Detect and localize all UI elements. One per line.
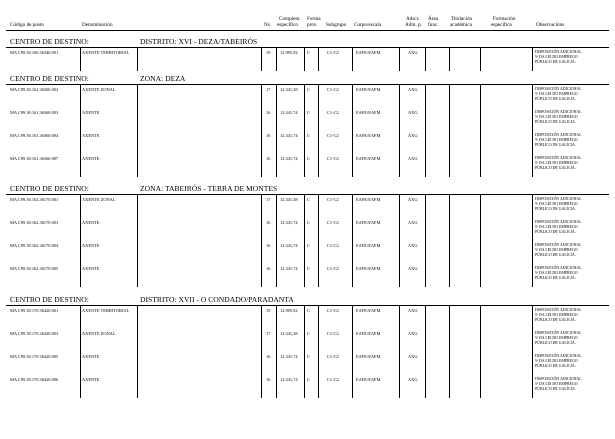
row-complemento: 12.341,74: [280, 133, 298, 138]
header-corpo: Corpo/escala: [354, 22, 382, 28]
section-title: ZONA: DEZA: [140, 74, 186, 83]
row-forma: C: [307, 220, 310, 225]
row-codigo: MA C99.30.170.36420.003: [10, 331, 59, 336]
table-row: [6, 354, 609, 378]
row-denominacion: AXENTE: [82, 266, 100, 271]
row-complemento: 12.341,38: [280, 87, 298, 92]
row-nivel: 19: [266, 50, 271, 55]
header-formacion-2: específica: [491, 22, 512, 28]
section-label: CENTRO DE DESTINO:: [10, 295, 89, 304]
row-observacions: DISPOSICIÓN ADICIONAL 5ª DA LEI DO EMPREGO PÚBLICO DE GALICIA.: [535, 266, 582, 280]
row-codigo: MA C99.30.162.36170.003: [10, 220, 59, 225]
section-divider: [6, 47, 609, 48]
row-observacions: DISPOSICIÓN ADICIONAL 5ª DA LEI DO EMPREGO PÚBLICO DE GALICIA.: [535, 308, 582, 322]
row-complemento: 12.341,74: [280, 354, 298, 359]
row-subgrupo: C1-C2: [327, 87, 339, 92]
header-codigo: Código de posto: [10, 22, 45, 28]
row-observacions: DISPOSICIÓN ADICIONAL 5ª DA LEI DO EMPREGO PÚBLICO DE GALICIA.: [535, 133, 582, 147]
row-nivel: 16: [266, 354, 271, 359]
row-observacions: DISPOSICIÓN ADICIONAL 5ª DA LEI DO EMPREGO PÚBLICO DE GALICIA.: [535, 50, 582, 64]
row-observacions: DISPOSICIÓN ADICIONAL 5ª DA LEI DO EMPREGO PÚBLICO DE GALICIA.: [535, 110, 582, 124]
row-observacions: DISPOSICIÓN ADICIONAL 5ª DA LEI DO EMPREGO PÚBLICO DE GALICIA.: [535, 331, 582, 345]
row-denominacion: AXENTE ZONAL: [82, 197, 116, 202]
row-codigo: MA C99.30.170.36420.006: [10, 377, 59, 382]
section-label: CENTRO DE DESTINO:: [10, 37, 89, 46]
section-divider: [6, 305, 609, 306]
row-subgrupo: C1-C2: [327, 331, 339, 336]
row-forma: C: [307, 50, 310, 55]
row-adscricion: AXG: [408, 220, 418, 225]
table-row: [6, 243, 609, 267]
row-denominacion: AXENTE: [82, 377, 100, 382]
table-row: [6, 266, 609, 290]
row-nivel: 17: [266, 197, 271, 202]
row-adscricion: AXG: [408, 110, 418, 115]
section-heading: [10, 184, 610, 194]
row-corpo: EAFE/EAFM: [356, 354, 381, 359]
row-complemento: 12.985,92: [280, 308, 298, 313]
header-forma-1: Forma: [307, 16, 321, 22]
header-divider: [6, 30, 609, 31]
row-adscricion: AXG: [408, 266, 418, 271]
row-subgrupo: C1-C2: [327, 133, 339, 138]
row-subgrupo: C1-C2: [327, 197, 339, 202]
row-nivel: 16: [266, 133, 271, 138]
header-formacion-1: Formación: [493, 16, 516, 22]
row-nivel: 19: [266, 308, 271, 313]
section-heading: [10, 37, 610, 47]
row-subgrupo: C1-C2: [327, 220, 339, 225]
row-subgrupo: C1-C2: [327, 266, 339, 271]
header-complemento-1: Complem.: [279, 16, 301, 22]
row-adscricion: AXG: [408, 87, 418, 92]
section-title: DISTRITO: XVI - DEZA/TABEIRÓS: [140, 37, 258, 46]
row-corpo: EAFE/EAFM: [356, 220, 381, 225]
row-complemento: 12.985,92: [280, 50, 298, 55]
section-label: CENTRO DE DESTINO:: [10, 184, 89, 193]
header-observacions: Observacións: [536, 22, 565, 28]
row-forma: C: [307, 266, 310, 271]
header-denominacion: Denominación: [82, 22, 113, 28]
row-corpo: EAFE/EAFM: [356, 133, 381, 138]
row-denominacion: AXENTE TERRITORIAL: [82, 308, 130, 313]
section-divider: [6, 84, 609, 85]
row-complemento: 12.341,74: [280, 110, 298, 115]
row-subgrupo: C1-C2: [327, 110, 339, 115]
section-title: DISTRITO: XVII - O CONDADO/PARADANTA: [140, 295, 294, 304]
table-row: [6, 377, 609, 401]
row-complemento: 12.341,38: [280, 197, 298, 202]
row-codigo: MA C99.30.161.36360.003: [10, 110, 59, 115]
row-complemento: 12.341,74: [280, 266, 298, 271]
row-adscricion: AXG: [408, 133, 418, 138]
row-observacions: DISPOSICIÓN ADICIONAL 5ª DA LEI DO EMPREGO PÚBLICO DE GALICIA.: [535, 243, 582, 257]
header-area-2: func.: [428, 22, 439, 28]
row-adscricion: AXG: [408, 308, 418, 313]
row-nivel: 16: [266, 156, 271, 161]
section-title: ZONA: TABEIRÓS - TERRA DE MONTES: [140, 184, 278, 193]
row-forma: C: [307, 110, 310, 115]
row-codigo: MA C99.30.170.36420.001: [10, 308, 59, 313]
row-forma: C: [307, 197, 310, 202]
row-corpo: EAFE/EAFM: [356, 87, 381, 92]
row-corpo: EAFE/EAFM: [356, 331, 381, 336]
section-label: CENTRO DE DESTINO:: [10, 74, 89, 83]
header-titulacion-2: académica: [450, 22, 472, 28]
row-forma: C: [307, 308, 310, 313]
row-subgrupo: C1-C2: [327, 156, 339, 161]
row-codigo: MA C99.30.161.36360.007: [10, 156, 59, 161]
row-observacions: DISPOSICIÓN ADICIONAL 5ª DA LEI DO EMPREGO PÚBLICO DE GALICIA.: [535, 197, 582, 211]
header-nivel: Nv.: [264, 22, 272, 28]
header-complemento-2: específico: [277, 22, 299, 28]
row-codigo: MA C99.30.160.36340.001: [10, 50, 59, 55]
row-adscricion: AXG: [408, 331, 418, 336]
table-row: [6, 197, 609, 221]
row-subgrupo: C1-C2: [327, 308, 339, 313]
table-row: [6, 331, 609, 355]
row-nivel: 16: [266, 377, 271, 382]
header-adscricion-1: Adscr.: [406, 16, 420, 22]
row-forma: C: [307, 377, 310, 382]
row-subgrupo: C1-C2: [327, 377, 339, 382]
row-nivel: 16: [266, 110, 271, 115]
row-forma: C: [307, 133, 310, 138]
table-row: [6, 87, 609, 111]
row-subgrupo: C1-C2: [327, 243, 339, 248]
row-observacions: DISPOSICIÓN ADICIONAL 5ª DA LEI DO EMPREGO PÚBLICO DE GALICIA.: [535, 354, 582, 368]
section-heading: [10, 74, 610, 84]
row-denominacion: AXENTE TERRITORIAL: [82, 50, 130, 55]
row-codigo: MA C99.30.162.36170.005: [10, 266, 59, 271]
row-codigo: MA C99.30.170.36420.005: [10, 354, 59, 359]
row-codigo: MA C99.30.162.36170.001: [10, 197, 59, 202]
row-nivel: 16: [266, 266, 271, 271]
row-corpo: EAFE/EAFM: [356, 156, 381, 161]
row-forma: C: [307, 156, 310, 161]
header-area-1: Área: [428, 16, 439, 22]
row-subgrupo: C1-C2: [327, 50, 339, 55]
row-corpo: EAFE/EAFM: [356, 377, 381, 382]
row-forma: C: [307, 331, 310, 336]
row-corpo: EAFE/EAFM: [356, 266, 381, 271]
row-adscricion: AXG: [408, 156, 418, 161]
row-adscricion: AXG: [408, 243, 418, 248]
row-corpo: EAFE/EAFM: [356, 50, 381, 55]
row-codigo: MA C99.30.161.36360.002: [10, 87, 59, 92]
header-subgrupo: Subgrupo: [326, 22, 347, 28]
row-adscricion: AXG: [408, 354, 418, 359]
row-denominacion: AXENTE: [82, 220, 100, 225]
row-corpo: EAFE/EAFM: [356, 308, 381, 313]
row-denominacion: AXENTE: [82, 243, 100, 248]
row-nivel: 17: [266, 331, 271, 336]
table-row: [6, 50, 609, 74]
table-row: [6, 110, 609, 134]
row-forma: C: [307, 87, 310, 92]
row-forma: C: [307, 354, 310, 359]
table-row: [6, 133, 609, 157]
row-corpo: EAFE/EAFM: [356, 110, 381, 115]
row-observacions: DISPOSICIÓN ADICIONAL 5ª DA LEI DO EMPREGO PÚBLICO DE GALICIA.: [535, 156, 582, 170]
header-titulacion-1: Titulación: [451, 16, 473, 22]
section-divider: [6, 194, 609, 195]
row-codigo: MA C99.30.162.36170.004: [10, 243, 59, 248]
row-denominacion: AXENTE ZONAL: [82, 331, 116, 336]
section-heading: [10, 295, 610, 305]
row-denominacion: AXENTE: [82, 133, 100, 138]
row-codigo: MA C99.30.161.36360.004: [10, 133, 59, 138]
row-adscricion: AXG: [408, 50, 418, 55]
header-forma-2: prov.: [307, 22, 318, 28]
row-adscricion: AXG: [408, 197, 418, 202]
row-complemento: 12.341,74: [280, 377, 298, 382]
row-forma: C: [307, 243, 310, 248]
row-complemento: 12.341,38: [280, 331, 298, 336]
table-row: [6, 308, 609, 332]
header-adscricion-2: Adm. p.: [405, 22, 422, 28]
row-observacions: DISPOSICIÓN ADICIONAL 5ª DA LEI DO EMPREGO PÚBLICO DE GALICIA.: [535, 377, 582, 391]
row-denominacion: AXENTE: [82, 354, 100, 359]
row-corpo: EAFE/EAFM: [356, 197, 381, 202]
table-row: [6, 220, 609, 244]
row-observacions: DISPOSICIÓN ADICIONAL 5ª DA LEI DO EMPREGO PÚBLICO DE GALICIA.: [535, 220, 582, 234]
table-row: [6, 156, 609, 180]
row-complemento: 12.341,74: [280, 220, 298, 225]
row-denominacion: AXENTE ZONAL: [82, 87, 116, 92]
row-nivel: 16: [266, 243, 271, 248]
row-denominacion: AXENTE: [82, 110, 100, 115]
row-complemento: 12.341,74: [280, 243, 298, 248]
row-nivel: 17: [266, 87, 271, 92]
row-nivel: 16: [266, 220, 271, 225]
row-adscricion: AXG: [408, 377, 418, 382]
row-subgrupo: C1-C2: [327, 354, 339, 359]
row-corpo: EAFE/EAFM: [356, 243, 381, 248]
row-complemento: 12.341,74: [280, 156, 298, 161]
row-observacions: DISPOSICIÓN ADICIONAL 5ª DA LEI DO EMPREGO PÚBLICO DE GALICIA.: [535, 87, 582, 101]
row-denominacion: AXENTE: [82, 156, 100, 161]
